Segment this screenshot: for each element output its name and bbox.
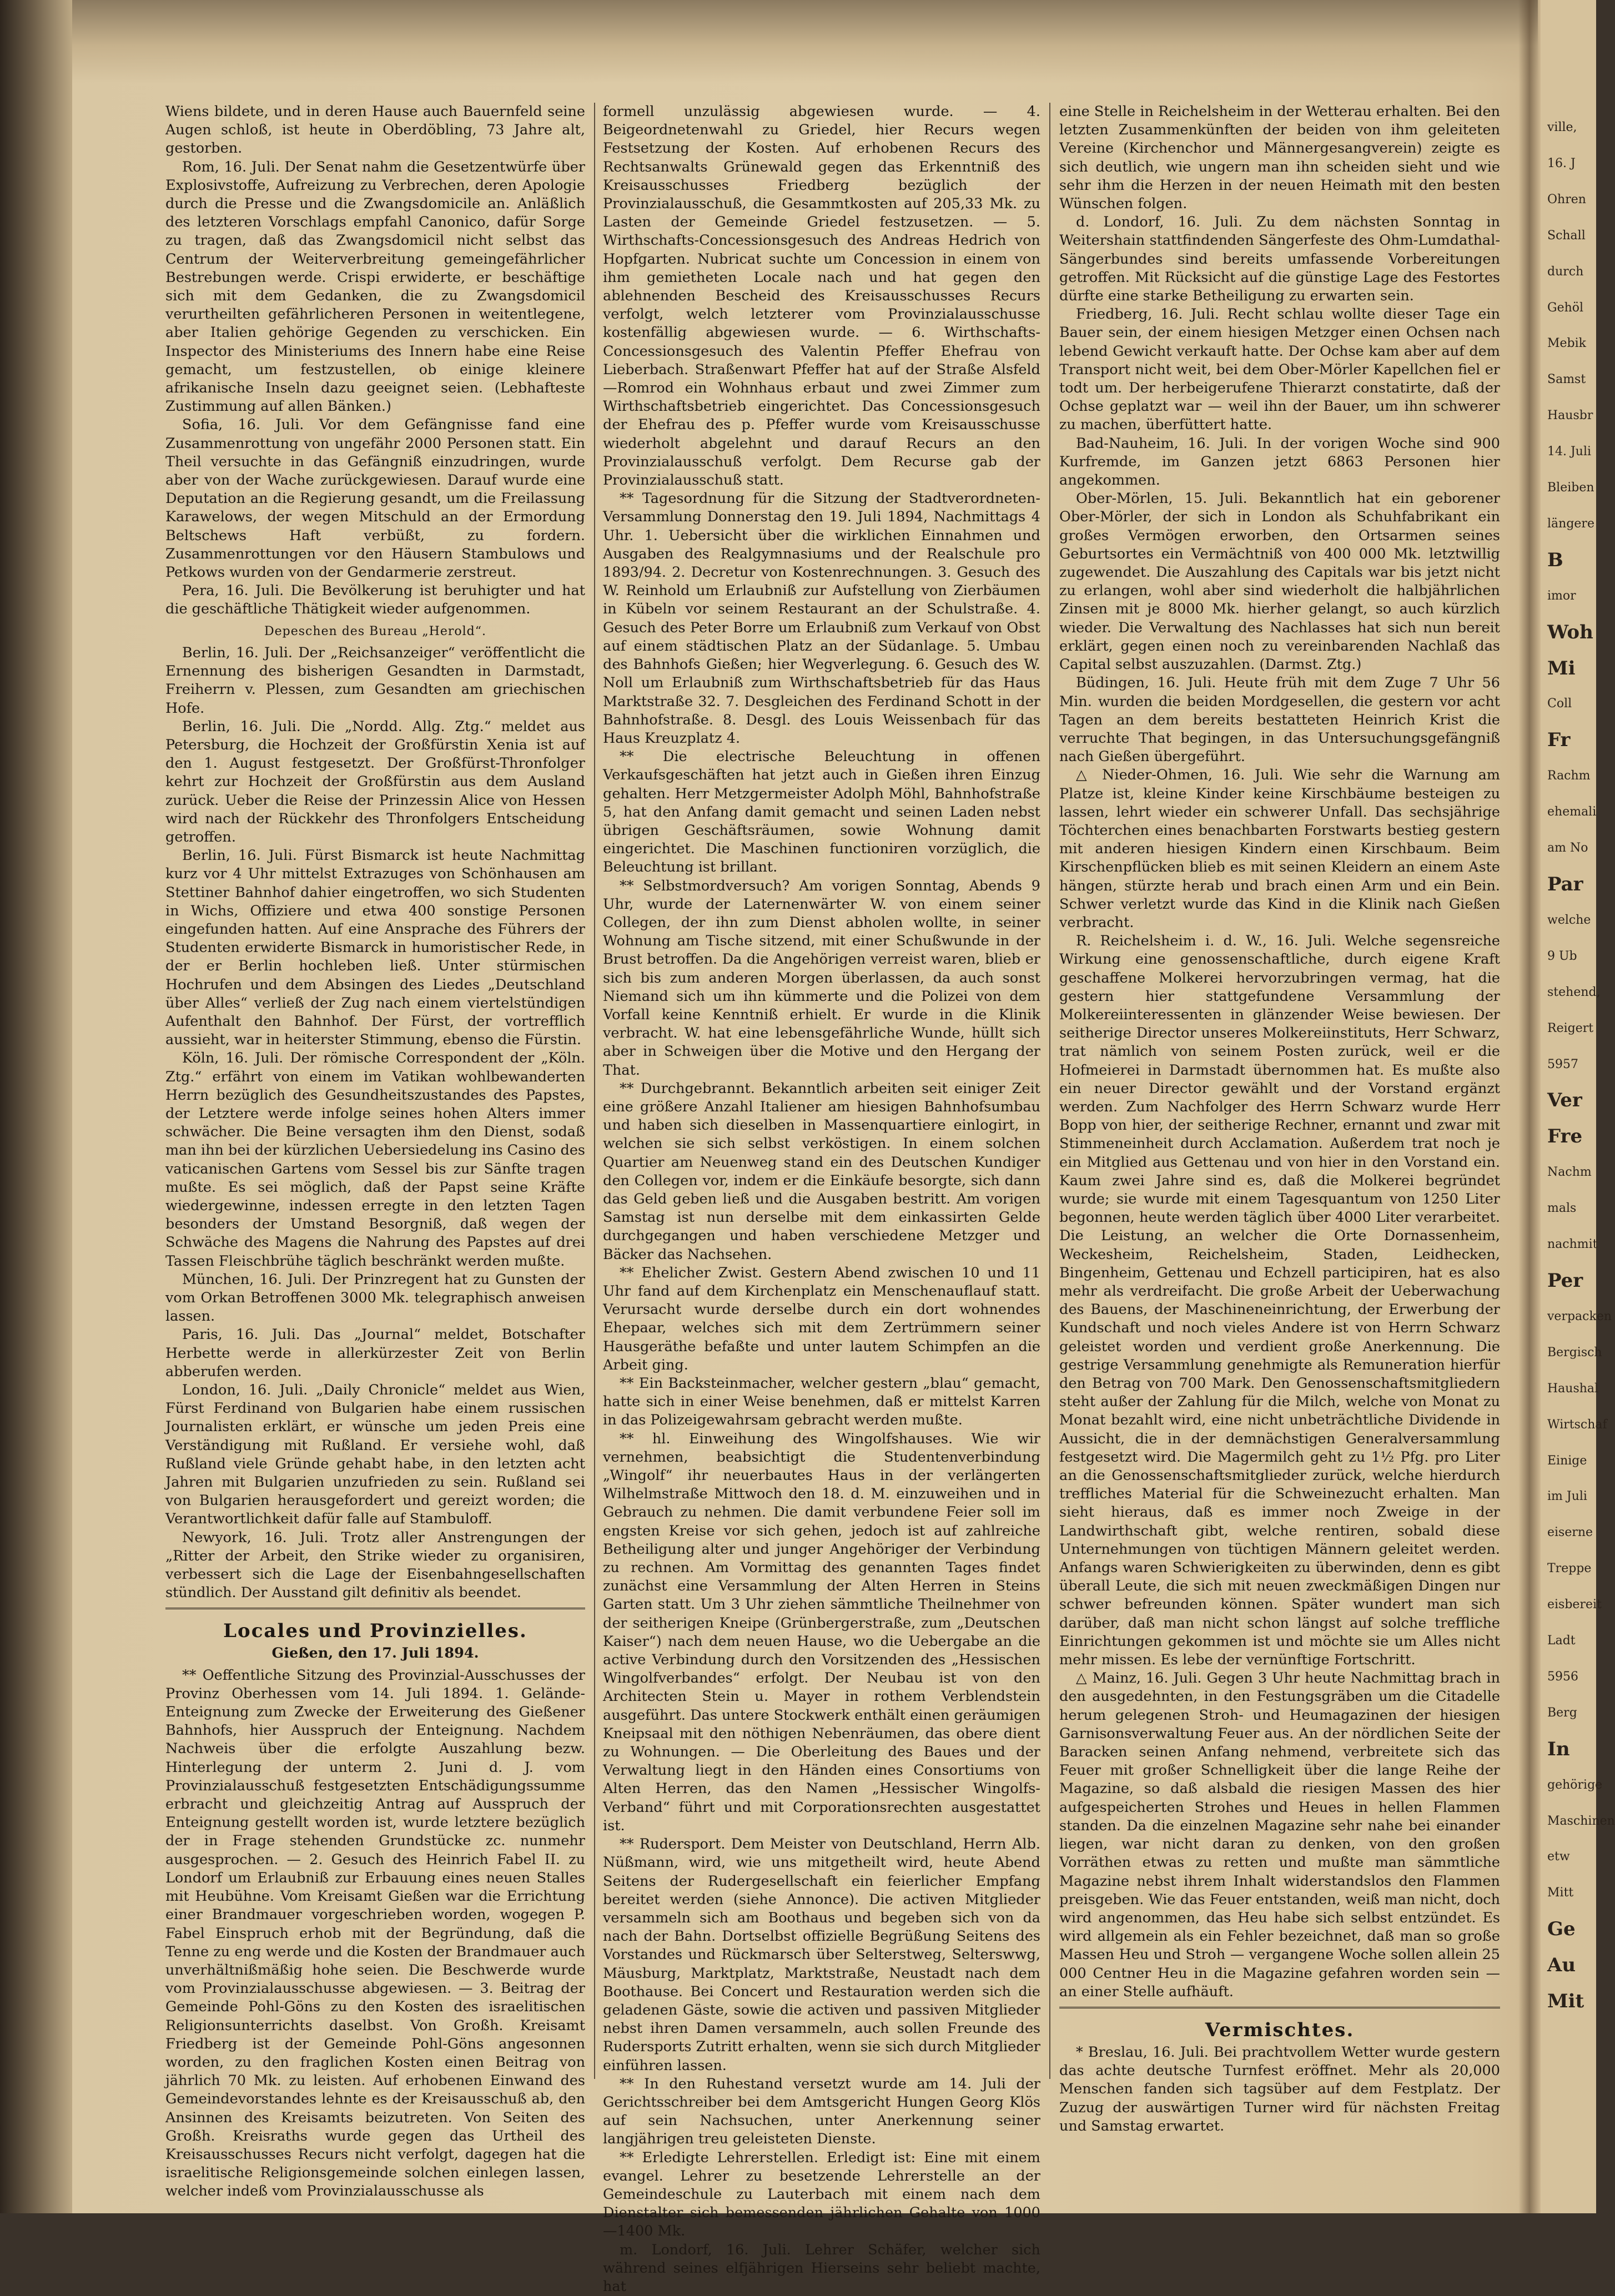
adjacent-page-fragment: 5956 (1547, 1670, 1578, 1684)
adjacent-page-fragment: im Juli (1547, 1489, 1587, 1503)
article-paragraph: Berlin, 16. Juli. Der „Reichsanzeiger“ veröffentlicht die Ernennung des bisherigen Gesandten in Darmstadt, Freiherrn v. Plessen, zum Gesandten am griechischen Hofe. (165, 644, 585, 717)
article-paragraph: Sofia, 16. Juli. Vor dem Gefängnisse fand eine Zusammenrottung von ungefähr 2000 Personen statt. Ein Theil versuchte in das Gefängniß einzudringen, wurde aber von der Wache zurückgewiesen. Darauf wurde eine Deputation an die Regierung gesandt, um die Freilassung Karawelows, der wegen Mitschuld an der Ermordung Beltschews Haft verbüßt, zu fordern. Zusammenrottungen vor den Häusern Stambulows und Petkows wurden von der Gendarmerie zerstreut. (165, 416, 585, 581)
article-paragraph: ** Rudersport. Dem Meister von Deutschland, Herrn Alb. Nüßmann, wird, wie uns mitgetheilt wird, heute Abend Seitens der Rudergesellschaft ein feierlicher Empfang bereitet werden (siehe Annonce). Die activen Mitglieder versammeln sich am Boothaus und begeben sich von da nach der Bahn. Dortselbst offizielle Begrüßung Seitens des Vorstandes und Rückmarsch über Selterstweg, Selterswwg, Mäusburg, Marktplatz, Marktstraße, Neustadt nach dem Boothause. Bei Concert und Restauration werden sich die geladenen Gäste, sowie die activen und passiven Mitglieder nebst ihren Damen versammeln, auch sollen Freunde des Rudersports Zutritt erhalten, wenn sie sich durch Mitglieder einführen lassen. (603, 1836, 1040, 2074)
adjacent-page-fragment: verpacken (1547, 1310, 1612, 1323)
column-rule (1049, 103, 1050, 2079)
binding-gutter (0, 0, 72, 2213)
adjacent-page-fragment: Bleiben (1547, 481, 1594, 495)
article-paragraph: ** Tagesordnung für die Sitzung der Stadtverordneten-Versammlung Donnerstag den 19. Juli 1894, Nachmittags 4 Uhr. 1. Uebersicht über die wirklichen Einnahmen und Ausgaben des Realgymnasiums und der Realschule pro 1893/94. 2. Decretur von Kostenrechnungen. 3. Gesuch des W. Reinhold um Erlaubniß zur Aufstellung von Zierbäumen in Kübeln vor seinem Restaurant an der Schulstraße. 4. Gesuch des Peter Borre um Erlaubniß zum Verkauf von Obst auf einem städtischen Platz an der Südanlage. 5. Umbau des Bahnhofs Gießen; hier Wegverlegung. 6. Gesuch des W. Noll um Erlaubniß zum Wirthschaftsbetrieb für das Haus Marktstraße 32. 7. Desgleichen des Ferdinand Schott in der Bahnhofstraße. 8. Desgl. des Louis Weissenbach für das Haus Kreuzplatz 4. (603, 490, 1040, 747)
article-paragraph: formell unzulässig abgewiesen wurde. — 4. Beigeordnetenwahl zu Griedel, hier Recurs wegen Festsetzung der Kosten. Auf erhobenen Recurs des Rechtsanwalts Grünewald gegen das Erkenntniß des Kreisausschusses Friedberg bezüglich der Provinzialausschuß, die Gesammtkosten auf 205,33 Mk. zu Lasten der Gemeinde Griedel festzusetzen. — 5. Wirthschafts-Concessionsgesuch des Andreas Hedrich von Hopfgarten. Nubricat suchte um Concession in einem von ihm gemietheten Locale nach und hat gegen den ablehnenden Bescheid des Kreisausschusses Recurs verfolgt, welch letzterer vom Provinzialausschusse kostenfällig abgewiesen wurde. — 6. Wirthschafts-Concessionsgesuch des Valentin Pfeffer Ehefrau von Lieberbach. Straßenwart Pfeffer hat auf der Straße Alsfeld—Romrod ein Wohnhaus erbaut und zwei Zimmer zum Wirthschaftsbetrieb eingerichtet. Das Concessionsgesuch der Ehefrau des p. Pfeffer wurde vom Kreisausschusse wiederholt abgelehnt und darauf Recurs an den Provinzialausschuß verfolgt. Dem Recurse gab der Provinzialausschuß statt. (603, 103, 1040, 489)
adjacent-page-fragment: imor (1547, 589, 1576, 603)
adjacent-page-fragment: mals (1547, 1201, 1577, 1215)
adjacent-page-fragment: Mit (1547, 1990, 1584, 2012)
adjacent-page-fragment: am No (1547, 841, 1588, 855)
adjacent-page-fragment: Gehöl (1547, 301, 1584, 315)
section-title-vermischtes: Vermischtes. (1205, 2018, 1355, 2041)
adjacent-page-fragment: ehemali (1547, 805, 1597, 819)
adjacent-page-fragment: Reigert (1547, 1021, 1594, 1035)
article-paragraph: ** Die electrische Beleuchtung in offenen Verkaufsgeschäften hat jetzt auch in Gießen ihren Einzug gehalten. Herr Metzgermeister Adolph Möhl, Bahnhofstraße 5, hat den Anfang damit gemacht und seinen Laden nebst übrigen Geschäftsräumen, sowie Wohnung damit eingerichtet. Die Maschinen functioniren vorzüglich, die Beleuchtung ist brillant. (603, 748, 1040, 876)
adjacent-page-fragment: eiserne (1547, 1525, 1593, 1539)
page-fold-shadow (1518, 0, 1541, 2213)
adjacent-page-fragment: Schall (1547, 229, 1586, 243)
column-1 (165, 103, 586, 2200)
adjacent-page-fragment: Coll (1547, 697, 1572, 711)
adjacent-page-fragment: stehend, (1547, 985, 1601, 999)
section-divider (165, 1608, 585, 1611)
article-paragraph: Rom, 16. Juli. Der Senat nahm die Gesetzentwürfe über Explosivstoffe, Aufreizung zu Verbrechen, deren Apologie durch die Presse und die Zwangsdomicile an. Anläßlich des letzteren Vorschlags empfahl Canonico, dafür Sorge zu tragen, daß das Zwangsdomicil nicht selbst das Centrum der Weiterverbreitung gemeingefährlicher Bestrebungen werde. Crispi erwiderte, er beschäftige sich mit dem Gedanken, die zu Zwangsdomicil verurtheilten gefährlicheren Personen in weitentlegene, aber Italien gehörige Gegenden zu verschicken. Ein Inspector des Ministeriums des Innern habe eine Reise gemacht, um festzustellen, ob einige kleinere afrikanische Inseln dazu geeignet seien. (Lebhafteste Zustimmung auf allen Bänken.) (165, 158, 585, 415)
adjacent-page-fragment: Mebik (1547, 336, 1586, 350)
adjacent-page-fragment: gehörige (1547, 1778, 1603, 1792)
adjacent-page-fragment: Ge (1547, 1918, 1576, 1940)
adjacent-page-fragment: B (1547, 549, 1563, 571)
adjacent-page-fragment: Treppe (1547, 1562, 1592, 1575)
section-dateline: Gießen, den 17. Juli 1894. (271, 1645, 479, 1662)
adjacent-page-fragment: längere (1547, 517, 1594, 531)
article-paragraph: Ober-Mörlen, 15. Juli. Bekanntlich hat ein geborener Ober-Mörler, der sich in London als Schuhfabrikant ein großes Vermögen erworben, den Ortsarmen seines Geburtsortes ein Vermächtniß von 400 000 Mk. letztwillig zugewendet. Die Auszahlung des Capitals war bis jetzt nicht zu erlangen, wohl aber sind wiederholt die halbjährlichen Zinsen mit je 8000 Mk. hierher gelangt, so auch kürzlich wieder. Die Verwaltung des Nachlasses hat sich nun bereit erklärt, gegen einen noch zu vereinbarenden Nachlaß das Capital selbst auszuzahlen. (Darmst. Ztg.) (1059, 490, 1500, 673)
article-paragraph: Wiens bildete, und in deren Hause auch Bauernfeld seine Augen schloß, ist heute in Oberdöbling, 73 Jahre alt, gestorben. (165, 103, 585, 157)
article-paragraph: Berlin, 16. Juli. Die „Nordd. Allg. Ztg.“ meldet aus Petersburg, die Hochzeit der Großfürstin Xenia ist auf den 1. August festgesetzt. Der Großfürst-Thronfolger kehrt zur Hochzeit der Großfürstin aus dem Ausland zurück. Ueber die Reise der Prinzessin Alice von Hessen wird nach der Rückkehr des Thronfolgers Entscheidung getroffen. (165, 718, 585, 845)
article-paragraph: Berlin, 16. Juli. Fürst Bismarck ist heute Nachmittag kurz vor 4 Uhr mittelst Extrazuges von Schönhausen am Stettiner Bahnhof dahier eingetroffen, wo sich Studenten in Wichs, Offiziere und etwa 400 sonstige Personen eingefunden hatten. Auf eine Ansprache des Führers der Studenten erwiderte Bismarck in humoristischer Rede, in der er Berlin hochleben ließ. Unter stürmischen Hochrufen und dem Absingen des Liedes „Deutschland über Alles“ verließ der Zug nach einem viertelstündigen Aufenthalt den Bahnhof. Der Fürst, der vortrefflich aussieht, war in heiterster Stimmung, ebenso die Fürstin. (165, 847, 585, 1049)
article-paragraph: ** hl. Einweihung des Wingolfshauses. Wie wir vernehmen, beabsichtigt die Studentenverbindung „Wingolf“ ihr neuerbautes Haus in der verlängerten Wilhelmstraße Mittwoch den 18. d. M. einzuweihen und in Gebrauch zu nehmen. Die damit verbundene Feier soll im engsten Kreise vor sich gehen, jedoch ist auf zahlreiche Betheiligung alter und junger Angehöriger der Verbindung zu rechnen. Am Vormittag des genannten Tages findet zunächst eine Versammlung der Alten Herren in Steins Garten statt. Um 3 Uhr ziehen sämmtliche Theilnehmer von der seitherigen Kneipe (Grünbergerstraße, zum „Deutschen Kaiser“) nach dem neuen Hause, wo die Uebergabe an die active Verbindung durch den Vorsitzenden des „Hessischen Wingolfverbandes“ erfolgt. Der Neubau ist von den Architecten Stein u. Mayer in rothem Verblendstein ausgeführt. Das untere Stockwerk enthält einen geräumigen Kneipsaal mit den nöthigen Nebenräumen, das obere dient zu Wohnungen. — Die Oberleitung des Baues und der Verwaltung liegt in den Händen eines Consortiums von Alten Herren, das den Namen „Hessischer Wingolfs-Verband“ führt und mit Corporationsrechten ausgestattet ist. (603, 1430, 1040, 1834)
adjacent-page-fragment: Fr (1547, 729, 1571, 751)
article-paragraph: m. Londorf, 16. Juli. Lehrer Schäfer, welcher sich während seines elfjährigen Hierseins sehr beliebt machte, hat (603, 2241, 1040, 2295)
article-paragraph: Köln, 16. Juli. Der römische Correspondent der „Köln. Ztg.“ erfährt von einem im Vatikan wohlbewanderten Herrn bezüglich des Gesundheitszustandes des Papstes, der Letztere werde infolge seines hohen Alters immer schwächer. Die Beine versagten ihm den Dienst, sodaß man ihn bei der kürzlichen Uebersiedelung ins Casino des vaticanischen Gartens vom Sessel bis zur Sänfte tragen mußte. Es sei möglich, daß der Papst seine Kräfte wiedergewinne, indessen erregte in den letzten Tagen besonders der Umstand Besorgniß, daß wegen der Schwäche des Magens die Nahrung des Papstes auf drei Tassen Fleischbrühe täglich beschränkt werden mußte. (165, 1050, 586, 1270)
article-paragraph: d. Londorf, 16. Juli. Zu dem nächsten Sonntag in Weitershain stattfindenden Sängerfeste des Ohm-Lumdathal-Sängerbundes sind bereits umfassende Vorbereitungen getroffen. Mit Rücksicht auf die günstige Lage des Festortes dürfte eine starke Betheiligung zu erwarten sein. (1059, 214, 1500, 305)
section-divider (1059, 2007, 1500, 2010)
page-top-shadow (72, 0, 1538, 83)
adjacent-page-fragment: eisbereit (1547, 1598, 1602, 1612)
adjacent-page-fragment: Nachm (1547, 1165, 1592, 1179)
adjacent-page-fragment: Wirtschaf (1547, 1418, 1607, 1432)
column-rule (594, 103, 595, 2079)
article-paragraph: △ Mainz, 16. Juli. Gegen 3 Uhr heute Nachmittag brach in den ausgedehnten, in den Festungsgräben um die Citadelle herum gelegenen Stroh- und Heumagazinen der hiesigen Garnisonsverwaltung Feuer aus. An der nördlichen Seite der Baracken seinen Anfang nehmend, verbreitete sich das Feuer mit großer Schnelligkeit über die lange Reihe der Magazine, so daß alsbald die riesigen Massen des hier aufgespeicherten Strohes und Heues in hellen Flammen standen. Da die einzelnen Magazine sehr nahe bei einander liegen, war nicht daran zu denken, von den großen Vorräthen etwas zu retten und mußte man sämmtliche Magazine nebst ihrem Inhalt widerstandslos den Flammen preisgeben. Wie das Feuer entstanden, weiß man nicht, doch wird angenommen, das Heu habe sich selbst entzündet. Es wird allgemein als ein Fehler bezeichnet, daß man so große Massen Heu und Stroh — vergangene Woche sollen allein 25 000 Centner Heu in die Magazine gefahren worden sein — an einer Stelle aufhäuft. (1059, 1670, 1500, 2000)
article-paragraph: ** Erledigte Lehrerstellen. Erledigt ist: Eine mit einem evangel. Lehrer zu besetzende Lehrerstelle an der Gemeindeschule zu Lauterbach mit einem nach dem Dienstalter sich bemessenden jährlichen Gehalte von 1000—1400 Mk. (603, 2149, 1040, 2240)
column-3 (1059, 103, 1500, 2134)
adjacent-page-fragment: Samst (1547, 372, 1586, 386)
article-paragraph: Bad-Nauheim, 16. Juli. In der vorigen Woche sind 900 Kurfremde, im Ganzen jetzt 6863 Personen hier angekommen. (1059, 435, 1500, 489)
article-paragraph: * Breslau, 16. Juli. Bei prachtvollem Wetter wurde gestern das achte deutsche Turnfest eröffnet. Mehr als 20,000 Menschen fanden sich tagsüber auf dem Festplatz. Der Zuzug der auswärtigen Turner wird für nächsten Freitag und Samstag erwartet. (1059, 2043, 1500, 2134)
article-paragraph: ** Oeffentliche Sitzung des Provinzial-Ausschusses der Provinz Oberhessen vom 14. Juli 1894. 1. Gelände-Enteignung zum Zwecke der Erweiterung des Gießener Bahnhofs, hier Ausspruch der Enteignung. Nachdem Nachweis über die erfolgte Auszahlung bezw. Hinterlegung der unterm 2. Juni d. J. vom Provinzialausschuß festgesetzten Entschädigungssumme erbracht und gleichzeitig Antrag auf Ausspruch der Enteignung gestellt worden ist, wurde letztere bezüglich der in Frage stehenden Grundstücke zc. nunmehr ausgesprochen. — 2. Gesuch des Heinrich Fabel II. zu Londorf um Erlaubniß zur Erbauung eines neuen Stalles mit Heubühne. Vom Kreisamt Gießen war die Errichtung einer Brandmauer vorgeschrieben worden, wogegen P. Fabel Einspruch erhob mit der Begründung, daß die Tenne zu eng werde und die Kosten der Brandmauer auch unverhältnißmäßig hohe seien. Die Beschwerde wurde vom Provinzialausschusse abgewiesen. — 3. Beitrag der Gemeinde Pohl-Göns zu den Kosten des israelitischen Religionsunterrichts daselbst. Von Großh. Kreisamt Friedberg ist der Gemeinde Pohl-Göns angesonnen worden, zu den fraglichen Kosten einen Beitrag von jährlich 70 Mk. zu leisten. Auf erhobenen Einwand des Gemeindevorstandes lehnte es der Kreisausschuß ab, den Ansinnen des Kreisamts beizutreten. Von Seiten des Großh. Kreisraths wurde gegen das Urtheil des Kreisausschusses Recurs nicht verfolgt, dagegen hat die israelitische Religionsgemeinde solchen einlegen lassen, welcher indeß vom Provinzialausschusse als (165, 1666, 585, 2200)
wire-service-heading: Depeschen des Bureau „Herold“. (264, 624, 486, 638)
article-paragraph: ** In den Ruhestand versetzt wurde am 14. Juli der Gerichtsschreiber bei dem Amtsgericht Hungen Georg Klös auf sein Nachsuchen, unter Anerkennung seiner langjährigen treu geleisteten Dienste. (603, 2075, 1040, 2148)
adjacent-page-fragment: Berg (1547, 1706, 1577, 1720)
article-paragraph: Pera, 16. Juli. Die Bevölkerung ist beruhigter und hat die geschäftliche Thätigkeit wieder aufgenommen. (165, 582, 585, 618)
adjacent-page-fragment: Einige (1547, 1454, 1587, 1468)
column-2 (603, 103, 1040, 2295)
article-paragraph: Newyork, 16. Juli. Trotz aller Anstrengungen der „Ritter der Arbeit, den Strike wieder zu organisiren, verbessert sich die Lage der Eisenbahngesellschaften stündlich. Der Ausstand gilt definitiv als beendet. (165, 1529, 585, 1602)
adjacent-page-fragment: Haushal (1547, 1382, 1599, 1396)
adjacent-page-fragment: 9 Ub (1547, 949, 1577, 963)
adjacent-page-fragment: In (1547, 1738, 1570, 1760)
adjacent-page-fragment: Rachm (1547, 769, 1591, 783)
adjacent-page-fragment: Woh (1547, 621, 1593, 643)
adjacent-page-fragment: 16. J (1547, 157, 1576, 170)
adjacent-page-fragment: durch (1547, 265, 1584, 279)
adjacent-page-fragment: etw (1547, 1850, 1570, 1864)
adjacent-page-fragment: nachmit (1547, 1237, 1598, 1251)
adjacent-page-edge (1541, 0, 1615, 2213)
article-paragraph: London, 16. Juli. „Daily Chronicle“ meldet aus Wien, Fürst Ferdinand von Bulgarien habe einem russischen Journalisten erklärt, er wünsche um jeden Preis eine Verständigung mit Rußland. Er versiehe wohl, daß Rußland viele Gründe gehabt habe, in den letzten acht Jahren mit Bulgarien unzufrieden zu sein. Rußland sei von Bulgarien herausgefordert und gereizt worden; die Verantwortlichkeit dafür falle auf Stambuloff. (165, 1382, 585, 1528)
article-paragraph: ** Durchgebrannt. Bekanntlich arbeiten seit einiger Zeit eine größere Anzahl Italiener am hiesigen Bahnhofsumbau und haben sich dieselben in Massenquartiere einlogirt, in welchen sie sich selbst verköstigen. In einem solchen Quartier am Neuenweg stand ein des Deutschen Kundiger den Collegen vor, indem er die Einkäufe besorgte, sich dann das Geld geben ließ und die Ausgaben bestritt. Am vorigen Samstag ist nun derselbe mit dem einkassirten Gelde durchgegangen und haben verschiedene Metzger und Bäcker das Nachsehen. (603, 1080, 1040, 1263)
adjacent-page-fragment: Par (1547, 873, 1583, 895)
adjacent-page-fragment: 5957 (1547, 1058, 1578, 1071)
adjacent-page-fragment: Fre (1547, 1125, 1583, 1147)
article-paragraph: eine Stelle in Reichelsheim in der Wetterau erhalten. Bei den letzten Zusammenkünften der beiden von ihm geleiteten Vereine (Kirchenchor und Männergesangverein) zeigte es sich deutlich, wie ungern man ihn scheiden sieht und wie sehr ihm die Herzen in der neuen Heimath mit den besten Wünschen folgen. (1059, 103, 1500, 213)
adjacent-page-fragment: Per (1547, 1270, 1583, 1292)
adjacent-page-fragment: Bergisch (1547, 1346, 1602, 1360)
adjacent-page-fragment: Ver (1547, 1089, 1582, 1111)
adjacent-page-fragment: 14. Juli (1547, 445, 1592, 459)
article-paragraph: Paris, 16. Juli. Das „Journal“ meldet, Botschafter Herbette werde in allerkürzester Zeit von Berlin abberufen werden. (165, 1326, 585, 1380)
adjacent-page-fragment: Maschinen (1547, 1814, 1615, 1828)
adjacent-page-fragment: ville, (1547, 120, 1577, 134)
article-paragraph: München, 16. Juli. Der Prinzregent hat zu Gunsten der vom Orkan Betroffenen 3000 Mk. telegraphisch anweisen lassen. (165, 1271, 585, 1325)
adjacent-page-fragment: Ladt (1547, 1634, 1576, 1648)
adjacent-page-fragment: Hausbr (1547, 409, 1593, 422)
section-title-locales: Locales und Provinzielles. (223, 1620, 527, 1643)
article-paragraph: ** Ehelicher Zwist. Gestern Abend zwischen 10 und 11 Uhr fand auf dem Kirchenplatz ein Menschenauflauf statt. Verursacht wurde derselbe durch ein dort wohnendes Ehepaar, welches sich mit dem Zertrümmern seiner Hausgeräthe befaßte und unter lautem Schimpfen an die Arbeit ging. (603, 1264, 1040, 1373)
article-paragraph: ** Ein Backsteinmacher, welcher gestern „blau“ gemacht, hatte sich in einer Weise benehmen, daß er mittelst Karren in das Polizeigewahrsam gebracht werden mußte. (603, 1375, 1040, 1429)
article-paragraph: △ Nieder-Ohmen, 16. Juli. Wie sehr die Warnung am Platze ist, kleine Kinder keine Kirschbäume besteigen zu lassen, lehrt wieder ein schwerer Unfall. Das sechsjährige Töchterchen eines benachbarten Forstwarts bestieg gestern mit anderen hiesigen Kindern einen Kirschbaum. Beim Kirschenpflücken blieb es mit seinen Kleidern an einem Aste hängen, stürzte herab und brach einen Arm und ein Bein. Schwer verletzt wurde das Kind in die Klinik nach Gießen verbracht. (1059, 767, 1500, 931)
article-paragraph: Friedberg, 16. Juli. Recht schlau wollte dieser Tage ein Bauer sein, der einem hiesigen Metzger einen Ochsen nach lebend Gewicht verkauft hatte. Der Ochse kam aber auf dem Transport nicht weit, bei dem Ober-Mörler Kapellchen fiel er todt um. Der herbeigerufene Thierarzt constatirte, daß der Ochse geplatzt war — weil ihn der Bauer, um ihn schwerer zu machen, überfüttert hatte. (1059, 306, 1500, 434)
article-paragraph: ** Selbstmordversuch? Am vorigen Sonntag, Abends 9 Uhr, wurde der Laternenwärter W. von einem seiner Collegen, der ihn zum Dienst abholen wollte, in seiner Wohnung am Tische sitzend, mit einer Schußwunde in der Brust betroffen. Da die Angehörigen verreist waren, blieb er sich bis zum anderen Morgen überlassen, da auch sonst Niemand sich um ihn kümmerte und die Polizei von dem Vorfall keine Kenntniß erhielt. Er wurde in die Klinik verbracht. W. hat eine lebensgefährliche Wunde, hüllt sich aber in Schweigen über die Motive und den Hergang der That. (603, 877, 1040, 1079)
article-paragraph: Büdingen, 16. Juli. Heute früh mit dem Zuge 7 Uhr 56 Min. wurden die beiden Mordgesellen, die gestern vor acht Tagen an dem bereits bestatteten Heinrich Krist die verruchte That begingen, in das Untersuchungsgefängniß nach Gießen übergeführt. (1059, 674, 1500, 766)
adjacent-page-fragment: welche (1547, 913, 1591, 927)
article-paragraph: R. Reichelsheim i. d. W., 16. Juli. Welche segensreiche Wirkung eine genossenschaftliche, durch eigene Kraft geschaffene Molkerei hervorzubringen vermag, hat die gestern hier stattgefundene Versammlung der Molkereiinteressenten in glänzender Weise bewiesen. Der seitherige Director unseres Molkereiinstituts, Herr Schwarz, trat nämlich von seinem Posten zurück, weil er die Hofmeierei in Darmstadt übernommen hat. Es mußte also ein neuer Director gewählt und der Vorstand ergänzt werden. Zum Nachfolger des Herrn Schwarz wurde Herr Bopp von hier, der seitherige Rechner, ernannt und zwar mit Stimmeneinheit durch Acclamation. Außerdem trat noch je ein Mitglied aus Gettenau und von hier in den Vorstand ein. Kaum zwei Jahre sind es, daß die Molkerei begründet wurde; sie wurde mit einem Tagesquantum von 1250 Liter begonnen, heute werden täglich über 4000 Liter verarbeitet. Die Leistung, an welcher die Orte Dornassenheim, Weckesheim, Reichelsheim, Staden, Leidhecken, Bingenheim, Gettenau und Echzell participiren, hat es also mehr als verdreifacht. Die große Arbeit der Ueberwachung des Bauens, der Maschineneinrichtung, der Erwerbung der Kundschaft und noch vieles Andere ist von Herrn Schwarz geleistet worden und verdient große Anerkennung. Die gestrige Versammlung genehmigte als Remuneration hierfür den Betrag von 700 Mark. Den Genossenschaftsmitgliedern steht außer der Zahlung für die Milch, welche von Monat zu Monat bezahlt wird, eine nicht unbeträchtliche Dividende in Aussicht, die in der demnächstigen Generalversammlung festgesetzt wird. Die Magermilch geht zu 1½ Pfg. pro Liter an die Genossenschaftsmitglieder zurück, welche hierdurch treffliches Material für die Schweinezucht erhalten. Man sieht hieraus, daß es immer noch Zweige in der Landwirthschaft gibt, welche rentiren, sobald diese Unternehmungen von tüchtigen Männern geleitet werden. Anfangs waren Schwierigkeiten zu überwinden, denn es gibt überall Leute, die sich mit neuen zweckmäßigen Dingen nur schwer befreunden können. Später wundert man sich darüber, daß man nicht schon längst auf solche treffliche Einrichtungen gekommen ist und möchte sie um Alles nicht mehr missen. Es lebe der vernünftige Fortschritt. (1059, 933, 1500, 1669)
adjacent-page-fragment: Au (1547, 1954, 1576, 1976)
adjacent-page-fragment: Mi (1547, 657, 1576, 679)
adjacent-page-fragment: Ohren (1547, 193, 1586, 207)
adjacent-page-fragment: Mitt (1547, 1886, 1574, 1900)
